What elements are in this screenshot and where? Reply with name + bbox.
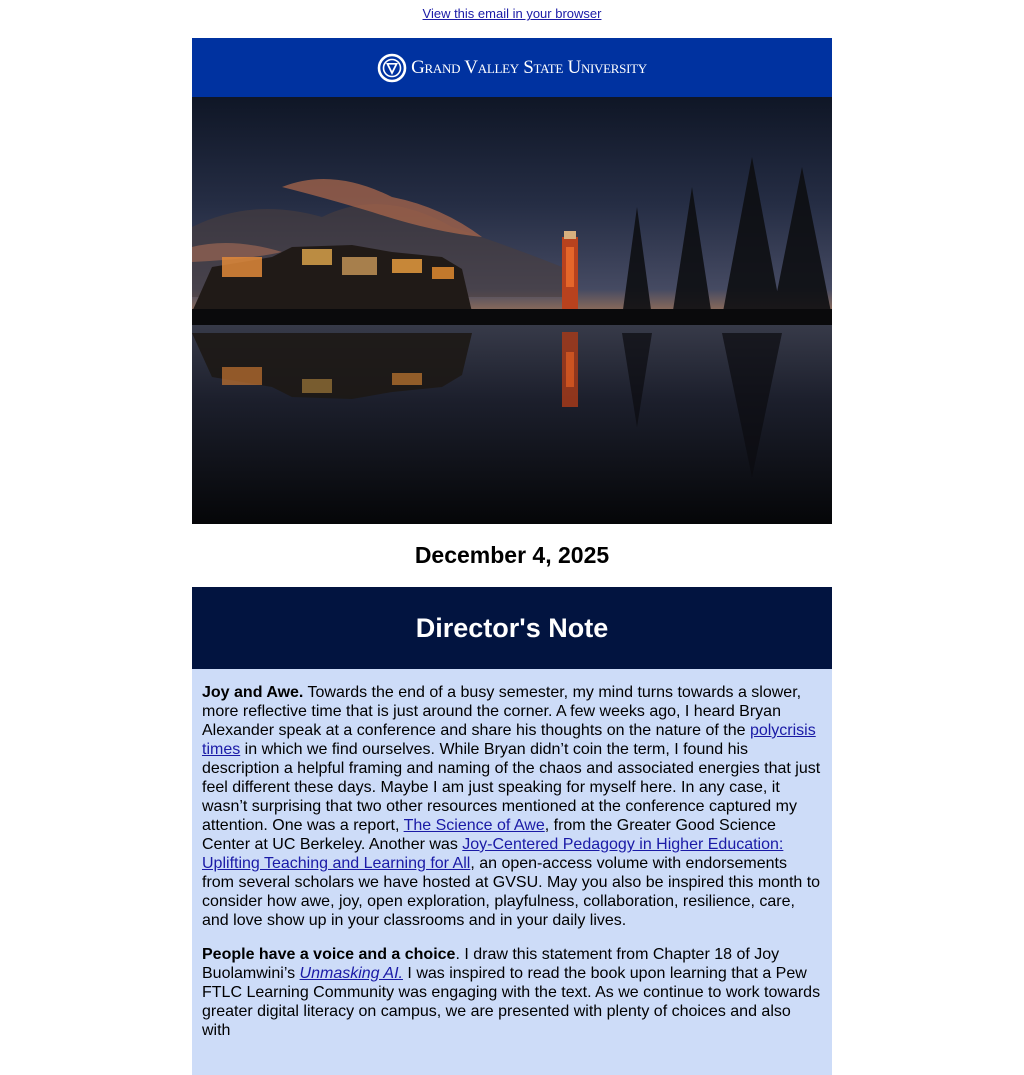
- issue-date: December 4, 2025: [414, 542, 610, 568]
- gvsu-seal-icon: [377, 53, 407, 83]
- paragraph-text: Towards the end of a busy semester, my mind turns towards a slower, more reflective time that is just around the corner. A few weeks ago, I heard Bryan Alexander speak at a conference and share his thoughts on the nature of the: [202, 684, 802, 739]
- section-title-directors-note: Director's Note: [192, 587, 832, 669]
- directors-note-body: [192, 669, 832, 1075]
- gvsu-logo[interactable]: [377, 53, 647, 83]
- paragraph-text: in which we find ourselves. While Bryan didn’t coin the term, I found his description a helpful framing and naming of the chaos and associated energies that just feel different these days. Maybe I am just speaking for myself here. In any case, it wasn’t surprising that two other resources mentioned at the conference captured my attention. One was a report,: [202, 741, 821, 834]
- unmasking-ai-link[interactable]: Unmasking AI.: [299, 965, 403, 982]
- paragraph-voice-and-choice: [202, 945, 822, 1040]
- paragraph-lead: Joy and Awe.: [202, 684, 304, 701]
- email-body: [192, 38, 832, 1075]
- top-bar: [0, 0, 1024, 38]
- view-in-browser-link[interactable]: View this email in your browser: [422, 6, 602, 21]
- paragraph-text: , an open-access volume with endorsements from several scholars we have hosted at GVSU. May you also be inspired this month to consider how awe, joy, open exploration, playfulness, collaboration, resilience, care, and love show up in your classrooms and in your daily lives.: [202, 855, 821, 929]
- polycrisis-times-link[interactable]: polycrisis times: [202, 722, 816, 758]
- paragraph-text: , from the Greater Good Science Center at UC Berkeley. Another was: [202, 817, 776, 853]
- email-header: [192, 38, 832, 97]
- campus-sunset-photo: [192, 97, 832, 524]
- paragraph-joy-and-awe: [202, 683, 822, 930]
- paragraph-text: I was inspired to read the book upon learning that a Pew FTLC Learning Community was engaging with the text. As we continue to work towards greater digital literacy on campus, we are presented with plenty of choices and also with: [202, 965, 821, 1039]
- joy-centered-pedagogy-link[interactable]: Joy-Centered Pedagogy in Higher Education: Uplifting Teaching and Learning for All: [202, 836, 784, 872]
- paragraph-text: . I draw this statement from Chapter 18 of Joy Buolamwini’s: [202, 946, 780, 982]
- paragraph-lead: People have a voice and a choice: [202, 946, 456, 963]
- logo-wordmark: Grand Valley State University: [411, 56, 647, 78]
- hero-image: [192, 97, 832, 524]
- science-of-awe-link[interactable]: The Science of Awe: [403, 817, 545, 834]
